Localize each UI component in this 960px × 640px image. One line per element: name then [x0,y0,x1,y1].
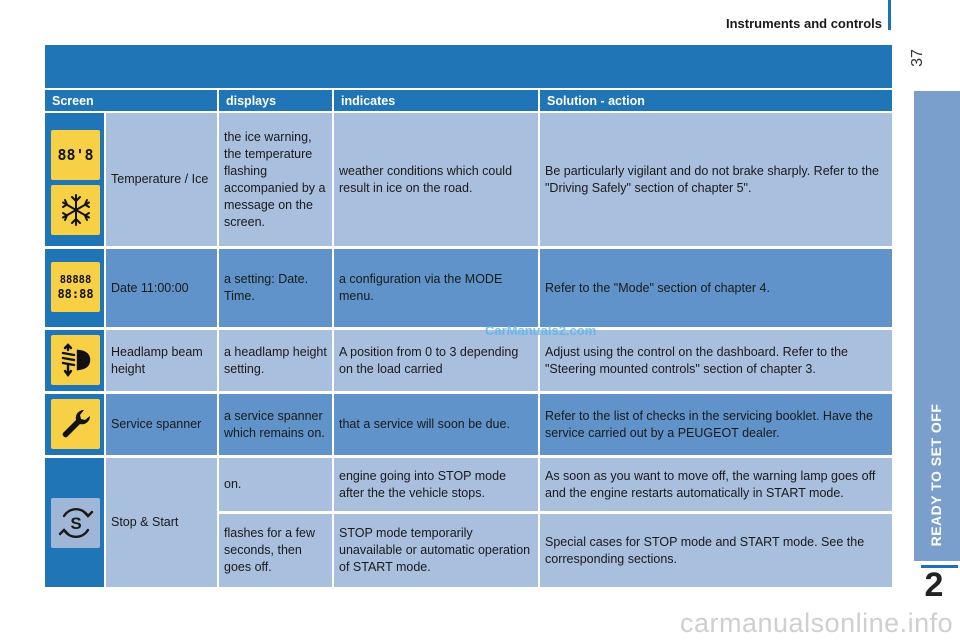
screen-headlamp: Headlamp beam height [106,330,217,391]
headlamp-beam-icon [51,335,100,385]
chapter-label: READY TO SET OFF [928,403,944,547]
header-indicates: indicates [334,90,538,111]
chapter-number: 2 [924,566,944,604]
indicates-date: a configuration via the MODE menu. [334,249,538,327]
date-display-icon [51,262,100,312]
displays-date: a setting: Date. Time. [219,249,332,327]
date-display-top: 88888 [59,273,92,286]
indicates-stop-start-on: engine going into STOP mode after the the vehicle stops. [334,458,538,511]
temperature-display-icon [51,130,100,180]
indicates-stop-start-flashing: STOP mode temporarily unavailable or automatic operation of START mode. [334,514,538,587]
watermark: CarManuals2.com [485,323,597,338]
stop-start-icon [51,498,100,548]
page-number: 37 [909,49,926,67]
solution-service: Refer to the list of checks in the servicing booklet. Have the service carried out by a PEUGEOT dealer. [540,394,892,455]
table-title-band [45,45,892,88]
indicates-service: that a service will soon be due. [334,394,538,455]
displays-headlamp: a headlamp height setting. [219,330,332,391]
screen-service: Service spanner [106,394,217,455]
displays-temperature: the ice warning, the temperature flashing accompanied by a message on the screen. [219,113,332,246]
screen-stop-start: Stop & Start [106,458,217,587]
header-displays: displays [219,90,332,111]
solution-temperature: Be particularly vigilant and do not brake sharply. Refer to the "Driving Safely" section of chapter 5". [540,113,892,246]
snowflake-icon [51,185,100,235]
screen-temperature: Temperature / Ice [106,113,217,246]
header-screen: Screen [45,90,217,111]
service-spanner-icon [51,399,100,449]
indicates-headlamp: A position from 0 to 3 depending on the load carried [334,330,538,391]
header-solution: Solution - action [540,90,892,111]
solution-headlamp: Adjust using the control on the dashboard. Refer to the "Steering mounted controls" section of chapter 3. [540,330,892,391]
indicates-temperature: weather conditions which could result in ice on the road. [334,113,538,246]
displays-stop-start-flashing: flashes for a few seconds, then goes off. [219,514,332,587]
temperature-display-digits: 88'8 [57,146,94,164]
header-rule [888,0,891,30]
solution-stop-start-on: As soon as you want to move off, the warning lamp goes off and the engine restarts automatically in START mode. [540,458,892,511]
date-display-bottom: 88:88 [57,286,94,301]
screen-date: Date 11:00:00 [106,249,217,327]
displays-service: a service spanner which remains on. [219,394,332,455]
svg-text:S: S [69,514,82,533]
footer-watermark: carmanualsonline.info [680,608,954,638]
solution-date: Refer to the "Mode" section of chapter 4. [540,249,892,327]
section-title: Instruments and controls [725,16,882,31]
solution-stop-start-flashing: Special cases for STOP mode and START mode. See the corresponding sections. [540,514,892,587]
displays-stop-start-on: on. [219,458,332,511]
